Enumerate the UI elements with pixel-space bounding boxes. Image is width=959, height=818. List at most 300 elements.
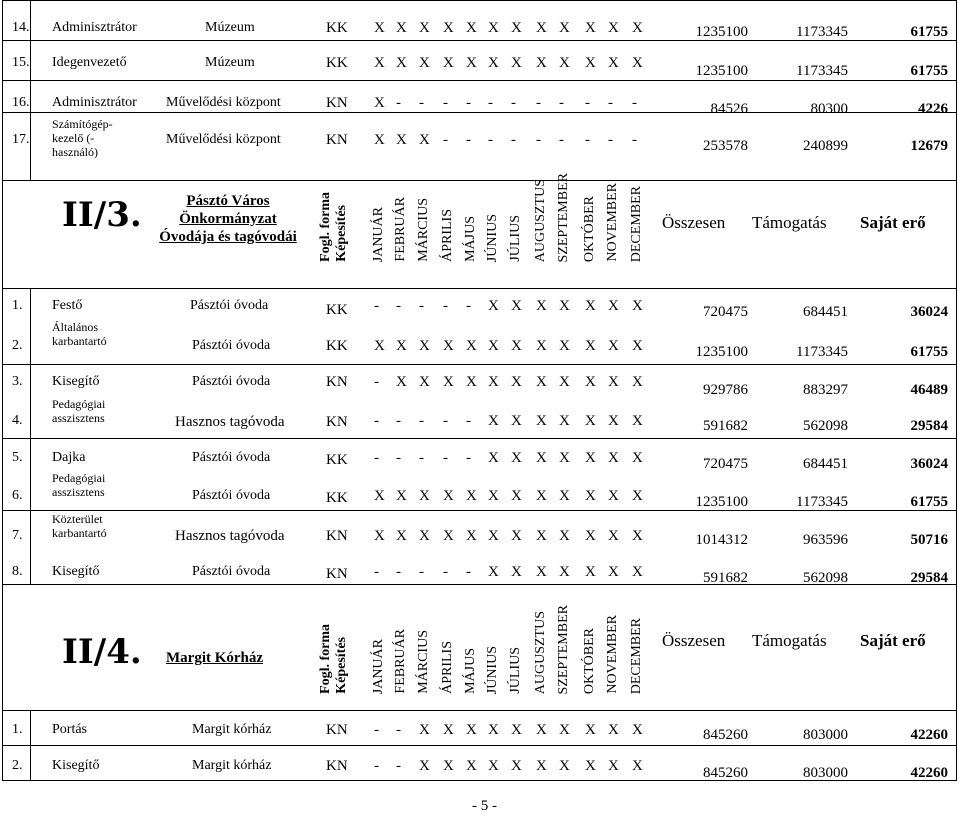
header-tamogatas: Támogatás bbox=[752, 213, 827, 232]
month-mark: - bbox=[374, 298, 379, 314]
header-kepesites: Képesítés bbox=[334, 637, 349, 694]
month-mark: X bbox=[536, 20, 547, 36]
total-amount: 1235100 bbox=[695, 344, 748, 360]
month-mark: X bbox=[466, 20, 477, 36]
month-mark: X bbox=[585, 20, 596, 36]
total-amount: 720475 bbox=[703, 304, 748, 320]
month-mark: - bbox=[443, 450, 448, 466]
header-month-12: DECEMBER bbox=[629, 185, 644, 262]
employment-form: KN bbox=[326, 414, 348, 430]
total-amount: 1235100 bbox=[695, 63, 748, 79]
month-mark: X bbox=[632, 450, 643, 466]
job-title: Kisegítő bbox=[52, 758, 100, 773]
month-mark: X bbox=[488, 298, 499, 314]
section-code: II/4. bbox=[62, 632, 142, 672]
month-mark: - bbox=[419, 413, 424, 429]
month-mark: X bbox=[488, 20, 499, 36]
month-mark: X bbox=[585, 488, 596, 504]
employment-form: KK bbox=[326, 338, 348, 354]
table-right-border bbox=[956, 0, 957, 780]
month-mark: X bbox=[536, 488, 547, 504]
month-mark: - bbox=[511, 95, 516, 111]
header-month-4: ÁPRILIS bbox=[440, 209, 455, 262]
month-mark: X bbox=[396, 528, 407, 544]
month-mark: - bbox=[608, 95, 613, 111]
header-month-7: JÚLIUS bbox=[508, 647, 523, 694]
employment-form: KK bbox=[326, 55, 348, 71]
month-mark: - bbox=[608, 132, 613, 148]
month-mark: X bbox=[466, 488, 477, 504]
month-mark: - bbox=[396, 722, 401, 738]
row-number: 1. bbox=[12, 722, 23, 737]
month-mark: X bbox=[511, 55, 522, 71]
month-mark: - bbox=[585, 95, 590, 111]
month-mark: X bbox=[536, 298, 547, 314]
section-title: Margit Kórház bbox=[166, 650, 264, 666]
month-mark: X bbox=[374, 95, 385, 111]
header-month-10: OKTÓBER bbox=[582, 627, 597, 694]
month-mark: X bbox=[511, 374, 522, 390]
month-mark: X bbox=[511, 338, 522, 354]
month-mark: - bbox=[443, 298, 448, 314]
row-rule bbox=[2, 80, 957, 81]
total-amount: 929786 bbox=[703, 382, 748, 398]
employment-form: KN bbox=[326, 132, 348, 148]
header-month-7: JÚLIUS bbox=[508, 215, 523, 262]
row-number: 3. bbox=[12, 374, 23, 389]
job-title: Adminisztrátor bbox=[52, 95, 137, 110]
header-month-12: DECEMBER bbox=[629, 617, 644, 694]
row-rule bbox=[2, 0, 957, 1]
section-title: Pásztó Város Önkormányzat Óvodája és tagóvodái bbox=[159, 193, 297, 245]
month-mark: - bbox=[396, 564, 401, 580]
workplace: Pásztói óvoda bbox=[192, 488, 271, 503]
row-number: 16. bbox=[12, 95, 30, 110]
header-month-11: NOVEMBER bbox=[605, 183, 620, 262]
header-month-2: FEBRUÁR bbox=[393, 197, 408, 262]
month-mark: X bbox=[632, 528, 643, 544]
month-mark: X bbox=[559, 298, 570, 314]
month-mark: X bbox=[559, 722, 570, 738]
header-month-1: JANUÁR bbox=[371, 206, 386, 262]
month-mark: - bbox=[536, 95, 541, 111]
month-mark: - bbox=[466, 298, 471, 314]
month-mark: X bbox=[488, 55, 499, 71]
month-mark: X bbox=[536, 758, 547, 774]
month-mark: X bbox=[443, 55, 454, 71]
workplace: Hasznos tagóvoda bbox=[175, 528, 285, 544]
support-amount: 1173345 bbox=[796, 494, 848, 510]
month-mark: X bbox=[419, 758, 430, 774]
own-contribution: 29584 bbox=[910, 418, 948, 434]
own-contribution: 46489 bbox=[910, 382, 948, 398]
month-mark: - bbox=[632, 95, 637, 111]
month-mark: - bbox=[374, 450, 379, 466]
month-mark: - bbox=[419, 564, 424, 580]
month-mark: X bbox=[511, 413, 522, 429]
header-sajat-ero: Saját erő bbox=[860, 213, 926, 232]
job-title: Portás bbox=[52, 722, 87, 737]
month-mark: - bbox=[488, 132, 493, 148]
month-mark: - bbox=[443, 95, 448, 111]
support-amount: 963596 bbox=[803, 532, 848, 548]
month-mark: X bbox=[608, 758, 619, 774]
month-mark: - bbox=[374, 758, 379, 774]
month-mark: X bbox=[396, 488, 407, 504]
month-mark: X bbox=[419, 488, 430, 504]
month-mark: X bbox=[536, 338, 547, 354]
month-mark: X bbox=[374, 338, 385, 354]
own-contribution: 42260 bbox=[910, 765, 948, 781]
header-month-5: MÁJUS bbox=[463, 648, 478, 694]
job-title: Általános karbantartó bbox=[52, 320, 107, 348]
job-title: Kisegítő bbox=[52, 374, 100, 389]
month-mark: X bbox=[608, 298, 619, 314]
header-month-11: NOVEMBER bbox=[605, 615, 620, 694]
month-mark: - bbox=[536, 132, 541, 148]
month-mark: - bbox=[466, 450, 471, 466]
row-number: 1. bbox=[12, 298, 23, 313]
month-mark: X bbox=[488, 338, 499, 354]
month-mark: - bbox=[419, 298, 424, 314]
month-mark: X bbox=[511, 298, 522, 314]
month-mark: - bbox=[511, 132, 516, 148]
month-mark: - bbox=[396, 450, 401, 466]
row-rule bbox=[2, 745, 957, 746]
workplace: Pásztói óvoda bbox=[192, 450, 271, 465]
month-mark: X bbox=[632, 20, 643, 36]
month-mark: X bbox=[585, 528, 596, 544]
month-mark: X bbox=[466, 374, 477, 390]
row-rule bbox=[2, 180, 957, 181]
header-month-6: JÚNIUS bbox=[485, 213, 500, 262]
month-mark: X bbox=[511, 758, 522, 774]
month-mark: X bbox=[419, 55, 430, 71]
workplace: Művelődési központ bbox=[166, 95, 281, 110]
month-mark: X bbox=[374, 55, 385, 71]
own-contribution: 12679 bbox=[910, 138, 948, 154]
month-mark: X bbox=[632, 722, 643, 738]
row-number: 14. bbox=[12, 20, 30, 35]
month-mark: X bbox=[559, 488, 570, 504]
month-mark: X bbox=[443, 338, 454, 354]
col-divider bbox=[30, 0, 31, 180]
month-mark: X bbox=[608, 338, 619, 354]
row-number: 2. bbox=[12, 758, 23, 773]
month-mark: - bbox=[396, 758, 401, 774]
header-month-3: MÁRCIUS bbox=[416, 198, 431, 262]
header-month-8: AUGUSZTUS bbox=[533, 610, 548, 694]
month-mark: X bbox=[511, 488, 522, 504]
header-month-9: SZEPTEMBER bbox=[556, 604, 571, 694]
month-mark: X bbox=[511, 564, 522, 580]
month-mark: X bbox=[585, 722, 596, 738]
workplace: Művelődési központ bbox=[166, 132, 281, 147]
month-mark: - bbox=[443, 564, 448, 580]
row-rule bbox=[2, 364, 957, 365]
month-mark: - bbox=[488, 95, 493, 111]
month-mark: X bbox=[374, 20, 385, 36]
month-mark: X bbox=[632, 758, 643, 774]
row-number: 7. bbox=[12, 528, 23, 543]
month-mark: - bbox=[466, 413, 471, 429]
workplace: Pásztói óvoda bbox=[192, 374, 271, 389]
support-amount: 562098 bbox=[803, 418, 848, 434]
section-code: II/3. bbox=[62, 195, 142, 235]
header-osszesen: Összesen bbox=[662, 213, 726, 232]
table-left-border bbox=[2, 0, 3, 780]
month-mark: X bbox=[536, 374, 547, 390]
month-mark: - bbox=[396, 413, 401, 429]
month-mark: X bbox=[488, 564, 499, 580]
month-mark: X bbox=[443, 758, 454, 774]
support-amount: 1173345 bbox=[796, 344, 848, 360]
month-mark: X bbox=[608, 564, 619, 580]
total-amount: 1235100 bbox=[695, 24, 748, 40]
own-contribution: 29584 bbox=[910, 570, 948, 586]
own-contribution: 42260 bbox=[910, 727, 948, 743]
month-mark: X bbox=[559, 55, 570, 71]
month-mark: X bbox=[374, 488, 385, 504]
support-amount: 1173345 bbox=[796, 24, 848, 40]
header-fogl-forma: Fogl. forma bbox=[318, 192, 333, 262]
month-mark: - bbox=[466, 132, 471, 148]
month-mark: X bbox=[559, 528, 570, 544]
month-mark: X bbox=[585, 338, 596, 354]
month-mark: X bbox=[536, 450, 547, 466]
month-mark: X bbox=[488, 450, 499, 466]
own-contribution: 50716 bbox=[910, 532, 948, 548]
job-title: Idegenvezető bbox=[52, 55, 127, 70]
support-amount: 80300 bbox=[810, 101, 848, 117]
header-month-6: JÚNIUS bbox=[485, 645, 500, 694]
month-mark: X bbox=[488, 722, 499, 738]
month-mark: - bbox=[374, 722, 379, 738]
header-fogl-forma: Fogl. forma bbox=[318, 624, 333, 694]
month-mark: X bbox=[632, 488, 643, 504]
job-title: Számítógép-kezelő (-használó) bbox=[52, 117, 113, 159]
col-divider bbox=[30, 288, 31, 584]
month-mark: X bbox=[488, 413, 499, 429]
month-mark: X bbox=[419, 20, 430, 36]
row-rule bbox=[2, 710, 957, 711]
month-mark: X bbox=[632, 374, 643, 390]
total-amount: 253578 bbox=[703, 138, 748, 154]
header-month-5: MÁJUS bbox=[463, 216, 478, 262]
month-mark: - bbox=[374, 413, 379, 429]
employment-form: KN bbox=[326, 528, 348, 544]
job-title: Adminisztrátor bbox=[52, 20, 137, 35]
header-month-3: MÁRCIUS bbox=[416, 630, 431, 694]
own-contribution: 61755 bbox=[910, 63, 948, 79]
header-tamogatas: Támogatás bbox=[752, 631, 827, 650]
job-title: Pedagógiai asszisztens bbox=[52, 397, 106, 425]
total-amount: 720475 bbox=[703, 456, 748, 472]
row-number: 15. bbox=[12, 55, 30, 70]
month-mark: - bbox=[466, 564, 471, 580]
month-mark: X bbox=[608, 20, 619, 36]
header-month-1: JANUÁR bbox=[371, 638, 386, 694]
month-mark: X bbox=[466, 758, 477, 774]
month-mark: X bbox=[632, 298, 643, 314]
employment-form: KN bbox=[326, 566, 348, 582]
month-mark: - bbox=[585, 132, 590, 148]
header-month-9: SZEPTEMBER bbox=[556, 172, 571, 262]
own-contribution: 36024 bbox=[910, 456, 948, 472]
month-mark: X bbox=[396, 132, 407, 148]
header-month-4: ÁPRILIS bbox=[440, 641, 455, 694]
month-mark: X bbox=[559, 413, 570, 429]
row-rule bbox=[2, 288, 957, 289]
total-amount: 591682 bbox=[703, 570, 748, 586]
month-mark: X bbox=[585, 413, 596, 429]
month-mark: X bbox=[632, 55, 643, 71]
month-mark: - bbox=[396, 298, 401, 314]
employment-form: KN bbox=[326, 374, 348, 390]
month-mark: X bbox=[396, 20, 407, 36]
row-number: 17. bbox=[12, 132, 30, 147]
total-amount: 1014312 bbox=[695, 532, 748, 548]
total-amount: 1235100 bbox=[695, 494, 748, 510]
support-amount: 1173345 bbox=[796, 63, 848, 79]
month-mark: X bbox=[419, 132, 430, 148]
month-mark: X bbox=[488, 488, 499, 504]
row-number: 4. bbox=[12, 413, 23, 428]
month-mark: - bbox=[632, 132, 637, 148]
month-mark: X bbox=[608, 55, 619, 71]
month-mark: X bbox=[396, 338, 407, 354]
month-mark: X bbox=[466, 722, 477, 738]
month-mark: X bbox=[396, 374, 407, 390]
month-mark: X bbox=[632, 413, 643, 429]
workplace: Pásztói óvoda bbox=[190, 298, 269, 313]
support-amount: 684451 bbox=[803, 304, 848, 320]
support-amount: 803000 bbox=[803, 727, 848, 743]
support-amount: 684451 bbox=[803, 456, 848, 472]
month-mark: - bbox=[374, 374, 379, 390]
job-title: Dajka bbox=[52, 450, 86, 465]
month-mark: X bbox=[608, 528, 619, 544]
month-mark: X bbox=[466, 55, 477, 71]
month-mark: X bbox=[466, 528, 477, 544]
own-contribution: 61755 bbox=[910, 24, 948, 40]
month-mark: X bbox=[536, 564, 547, 580]
month-mark: X bbox=[488, 758, 499, 774]
workplace: Pásztói óvoda bbox=[192, 338, 271, 353]
header-month-2: FEBRUÁR bbox=[393, 629, 408, 694]
month-mark: - bbox=[419, 95, 424, 111]
month-mark: X bbox=[585, 374, 596, 390]
month-mark: X bbox=[443, 488, 454, 504]
month-mark: X bbox=[419, 374, 430, 390]
month-mark: X bbox=[511, 528, 522, 544]
month-mark: X bbox=[536, 722, 547, 738]
month-mark: X bbox=[608, 374, 619, 390]
month-mark: X bbox=[443, 374, 454, 390]
month-mark: X bbox=[559, 20, 570, 36]
row-rule bbox=[2, 438, 957, 439]
month-mark: - bbox=[466, 95, 471, 111]
month-mark: X bbox=[511, 450, 522, 466]
employment-form: KK bbox=[326, 302, 348, 318]
page-number: - 5 - bbox=[472, 798, 497, 814]
month-mark: X bbox=[419, 722, 430, 738]
support-amount: 803000 bbox=[803, 765, 848, 781]
month-mark: - bbox=[396, 95, 401, 111]
month-mark: X bbox=[536, 55, 547, 71]
month-mark: X bbox=[374, 132, 385, 148]
month-mark: X bbox=[511, 722, 522, 738]
month-mark: - bbox=[374, 564, 379, 580]
month-mark: X bbox=[374, 528, 385, 544]
month-mark: X bbox=[511, 20, 522, 36]
month-mark: X bbox=[585, 298, 596, 314]
month-mark: X bbox=[608, 488, 619, 504]
month-mark: - bbox=[559, 95, 564, 111]
total-amount: 845260 bbox=[703, 727, 748, 743]
own-contribution: 61755 bbox=[910, 494, 948, 510]
month-mark: X bbox=[396, 55, 407, 71]
header-month-10: OKTÓBER bbox=[582, 195, 597, 262]
support-amount: 883297 bbox=[803, 382, 848, 398]
workplace: Pásztói óvoda bbox=[192, 564, 271, 579]
month-mark: X bbox=[585, 55, 596, 71]
month-mark: X bbox=[536, 528, 547, 544]
support-amount: 562098 bbox=[803, 570, 848, 586]
month-mark: X bbox=[585, 758, 596, 774]
month-mark: X bbox=[536, 413, 547, 429]
own-contribution: 61755 bbox=[910, 344, 948, 360]
month-mark: X bbox=[466, 338, 477, 354]
employment-form: KK bbox=[326, 452, 348, 468]
month-mark: X bbox=[443, 528, 454, 544]
month-mark: X bbox=[632, 338, 643, 354]
month-mark: - bbox=[443, 132, 448, 148]
month-mark: - bbox=[419, 450, 424, 466]
workplace: Margit kórház bbox=[192, 722, 272, 737]
job-title: Közterület karbantartó bbox=[52, 512, 107, 540]
header-osszesen: Összesen bbox=[662, 631, 726, 650]
workplace: Hasznos tagóvoda bbox=[175, 414, 285, 430]
employment-form: KN bbox=[326, 95, 348, 111]
header-sajat-ero: Saját erő bbox=[860, 631, 926, 650]
month-mark: X bbox=[559, 758, 570, 774]
month-mark: X bbox=[608, 722, 619, 738]
month-mark: X bbox=[632, 564, 643, 580]
month-mark: X bbox=[419, 338, 430, 354]
total-amount: 845260 bbox=[703, 765, 748, 781]
total-amount: 591682 bbox=[703, 418, 748, 434]
month-mark: X bbox=[488, 528, 499, 544]
support-amount: 240899 bbox=[803, 138, 848, 154]
row-number: 6. bbox=[12, 488, 23, 503]
row-number: 5. bbox=[12, 450, 23, 465]
month-mark: X bbox=[559, 338, 570, 354]
month-mark: X bbox=[585, 564, 596, 580]
employment-form: KK bbox=[326, 490, 348, 506]
total-amount: 84526 bbox=[710, 101, 748, 117]
month-mark: X bbox=[608, 413, 619, 429]
header-kepesites: Képesítés bbox=[334, 205, 349, 262]
employment-form: KK bbox=[326, 20, 348, 36]
workplace: Margit kórház bbox=[192, 758, 272, 773]
workplace: Múzeum bbox=[205, 20, 255, 35]
job-title: Kisegítő bbox=[52, 564, 100, 579]
row-number: 2. bbox=[12, 338, 23, 353]
own-contribution: 36024 bbox=[910, 304, 948, 320]
job-title: Pedagógiai asszisztens bbox=[52, 471, 106, 499]
month-mark: X bbox=[559, 450, 570, 466]
